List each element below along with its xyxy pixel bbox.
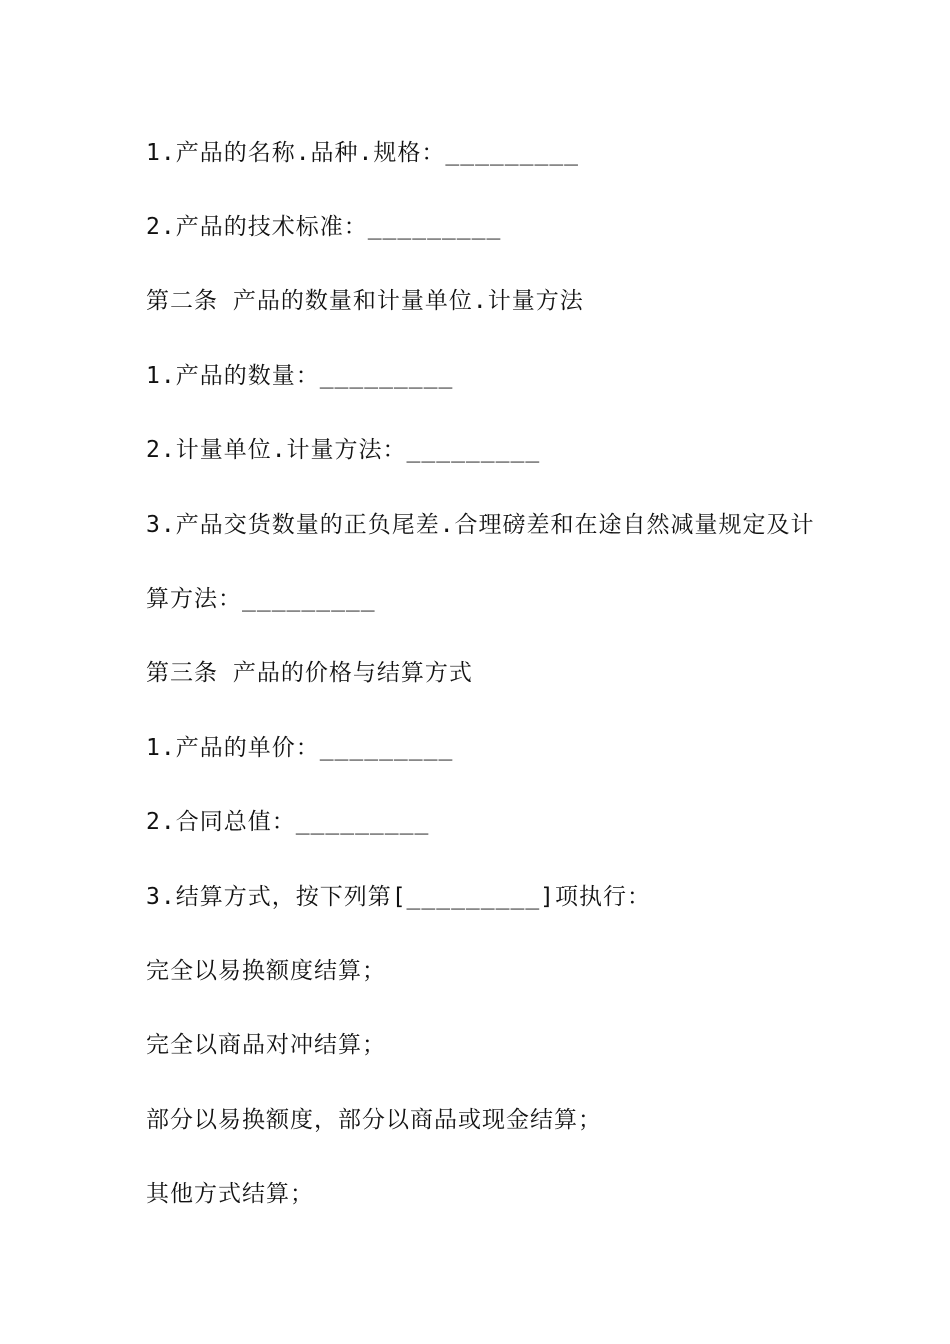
clause-line: 1.产品的单价：_________: [146, 735, 454, 761]
clause-line: 1.产品的数量：_________: [146, 363, 454, 389]
option-line: 其他方式结算；: [146, 1181, 314, 1207]
clause-line: 2.产品的技术标准：_________: [146, 214, 502, 240]
option-line: 部分以易换额度，部分以商品或现金结算；: [146, 1107, 602, 1133]
clause-line: 2.合同总值：_________: [146, 809, 430, 835]
option-line: 完全以商品对冲结算；: [146, 1032, 386, 1058]
clause-line: 1.产品的名称.品种.规格：_________: [146, 140, 580, 166]
option-line: 完全以易换额度结算；: [146, 958, 386, 984]
section-heading: 第二条 产品的数量和计量单位.计量方法: [146, 288, 584, 314]
section-heading: 第三条 产品的价格与结算方式: [146, 660, 473, 686]
clause-line-continuation: 算方法：_________: [146, 586, 376, 612]
clause-line: 3.产品交货数量的正负尾差.合理磅差和在途自然减量规定及计: [146, 512, 815, 538]
clause-line: 2.计量单位.计量方法：_________: [146, 437, 541, 463]
clause-line: 3.结算方式，按下列第[_________]项执行：: [146, 884, 652, 910]
